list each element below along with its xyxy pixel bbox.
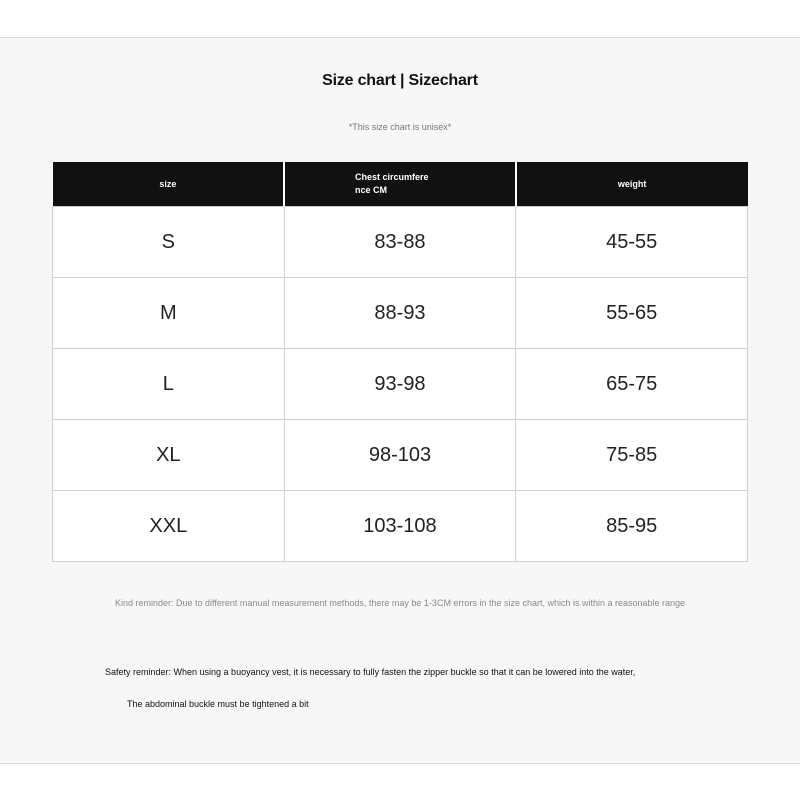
table-header-row [53,162,748,207]
chest-cell: 103-108 [284,491,516,562]
table-row [53,207,748,278]
size-cell: L [53,349,285,420]
table-row [53,420,748,491]
size-table [52,162,748,562]
column-header-chest-line2: nce CM [354,185,387,195]
safety-reminder-line1: Safety reminder: When using a buoyancy vest, it is necessary to fully fasten the zipper buckle so that it can be lowered into the water, [105,667,636,677]
table-row [53,278,748,349]
column-header-size: size [53,162,285,207]
column-header-weight: weight [516,162,748,207]
size-cell: XXL [53,491,285,562]
chest-cell: 98-103 [284,420,516,491]
size-cell: XL [53,420,285,491]
weight-cell: 75-85 [516,420,748,491]
size-cell: S [53,207,285,278]
column-header-chest [284,162,516,207]
weight-cell: 65-75 [516,349,748,420]
weight-cell: 45-55 [516,207,748,278]
table-row [53,491,748,562]
safety-reminder-line2: The abdominal buckle must be tightened a bit [127,699,309,709]
weight-cell: 85-95 [516,491,748,562]
unisex-note: *This size chart is unisex* [348,122,452,132]
size-cell: M [53,278,285,349]
column-header-chest-line1: Chest circumfere [354,172,429,182]
chest-cell: 83-88 [284,207,516,278]
chest-cell: 93-98 [284,349,516,420]
weight-cell: 55-65 [516,278,748,349]
kind-reminder-text: Kind reminder: Due to different manual measurement methods, there may be 1-3CM errors in the size chart, which is within a reasonable range [114,598,686,608]
chest-cell: 88-93 [284,278,516,349]
table-row [53,349,748,420]
page-title: Size chart | Sizechart [322,72,478,89]
